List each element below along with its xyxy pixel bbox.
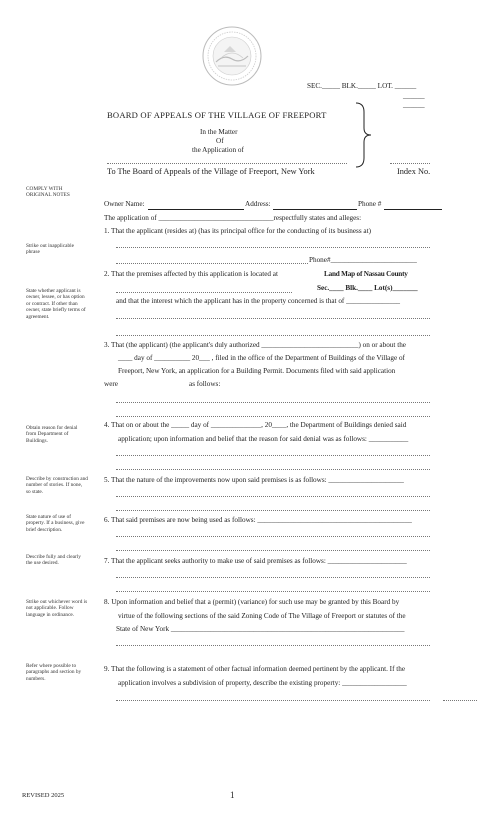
item-8-line-c: State of New York _________________________________________________________________: [116, 625, 405, 633]
item-5: 5. That the nature of the improvements now upon said premises is as follows: _____________________: [104, 476, 404, 484]
note-describe-construction: Describe by construction and number of stories. If none, so state.: [26, 476, 88, 495]
item-3-line-b: ____ day of __________ 20___ , filed in the office of the Department of Buildings of the Village of: [118, 354, 405, 362]
bracket: [354, 102, 374, 168]
item-3-follows: as follows:: [189, 380, 221, 388]
in-matter-line-3: the Application of: [192, 146, 244, 154]
item-7-line-a[interactable]: [116, 577, 430, 578]
land-map-label: Land Map of Nassau County: [324, 270, 408, 278]
note-refer: Refer where possible to paragraphs and section by numbers.: [26, 663, 82, 682]
item-3-line-d[interactable]: [116, 402, 430, 403]
phone-label: Phone #: [358, 200, 382, 208]
item-2-cont: and that the interest which the applicant has in the property concerned is that of _______________: [116, 297, 401, 305]
item-8-line-b: virtue of the following sections of the said Zoning Code of The Village of Freeport or statutes of the: [118, 612, 406, 620]
revised-label: REVISED 2025: [22, 792, 65, 799]
item-9-line-b: application involves a subdivision of property, describe the existing property: __________________: [118, 679, 407, 687]
item-1-line-b[interactable]: [116, 263, 308, 264]
item-3-line-a: 3. That (the applicant) (the applicant's duly authorized ___________________________) on or about the: [104, 341, 406, 349]
note-state-whether: State whether applicant is owner, lessee, or has option or contract. If other than owner, state briefly terms of agreement.: [26, 288, 86, 320]
applicant-name-line[interactable]: [107, 163, 347, 164]
sec-blk-lot: SEC._____ BLK._____ LOT. ______: [307, 82, 417, 90]
note-describe-fully: Describe fully and clearly the use desired.: [26, 554, 81, 567]
board-title: BOARD OF APPEALS OF THE VILLAGE OF FREEPORT: [107, 110, 327, 120]
address-label: Address:: [245, 200, 271, 208]
village-seal-logo: [202, 26, 262, 86]
item-2-line-a[interactable]: [116, 318, 430, 319]
item-6-line-b[interactable]: [116, 550, 430, 551]
item-8-line-d[interactable]: [116, 645, 430, 646]
address-field[interactable]: [273, 201, 357, 210]
page-number: 1: [230, 790, 235, 800]
item-3-were: were: [104, 380, 118, 388]
in-matter-line-2: Of: [216, 137, 224, 145]
in-matter-line-1: In the Matter: [200, 128, 238, 136]
note-strike: Strike out inapplicable phrase: [26, 243, 74, 256]
item-2-location-line[interactable]: [116, 292, 292, 293]
item-8-line-a: 8. Upon information and belief that a (permit) (variance) for such use may be granted by this Board by: [104, 598, 400, 606]
note-strike-whichever: Strike out whichever word is not applicable. Follow language in ordinance.: [26, 599, 88, 618]
item-4-line-a: 4. That on or about the _____ day of ______________, 20____, the Department of Buildings denied said: [104, 421, 407, 429]
note-obtain: Obtain reason for denial from Department of Buildings.: [26, 425, 78, 444]
index-no-label: Index No.: [397, 167, 431, 176]
note-state-nature: State nature of use of property. If a business, give brief description.: [26, 514, 85, 533]
item-2-line-b[interactable]: [116, 335, 430, 336]
item-4-line-d[interactable]: [116, 469, 430, 470]
application-of: The application of ________________________________respectfully states and alleges:: [104, 214, 362, 222]
owner-name-field[interactable]: [148, 201, 244, 210]
item-3-line-c: Freeport, New York, an application for a Building Permit. Documents filed with said application: [118, 367, 396, 375]
item-4-line-b: application; upon information and belief that the reason for said denial was as follows: ___________: [118, 435, 409, 443]
note-comply: COMPLY WITH ORIGINAL NOTES: [26, 186, 70, 199]
owner-name-label: Owner Name:: [104, 200, 145, 208]
item-6-line-a[interactable]: [116, 536, 430, 537]
index-no-line[interactable]: [390, 163, 430, 164]
item-5-line-a[interactable]: [116, 496, 430, 497]
item-4-line-c[interactable]: [116, 455, 430, 456]
item-1: 1. That the applicant (resides at) (has its principal office for the conducting of its business at): [104, 227, 371, 235]
sec-blk-lot-2: Sec.____ Blk.____ Lot(s)_______: [317, 284, 418, 292]
phone-field[interactable]: [384, 201, 442, 210]
item-7: 7. That the applicant seeks authority to make use of said premises as follows: ______________________: [104, 557, 407, 565]
item-1-phone: Phone#________________________: [309, 256, 417, 264]
to-board-line: To The Board of Appeals of the Village of Freeport, New York: [107, 167, 315, 176]
item-5-line-b[interactable]: [116, 510, 430, 511]
item-3-line-e[interactable]: [116, 416, 430, 417]
item-7-line-b[interactable]: [116, 591, 430, 592]
item-9-line-a: 9. That the following is a statement of other factual information deemed pertinent by the applicant. If the: [104, 665, 406, 673]
item-9-line-d[interactable]: [443, 700, 477, 701]
item-2: 2. That the premises affected by this application is located at: [104, 270, 278, 278]
item-6: 6. That said premises are now being used as follows: ___________________________________________: [104, 516, 412, 524]
item-9-line-c[interactable]: [116, 700, 430, 701]
header-blank-a: ______: [403, 92, 425, 100]
header-blank-b: ______: [403, 101, 425, 109]
item-1-line-a[interactable]: [116, 247, 430, 248]
